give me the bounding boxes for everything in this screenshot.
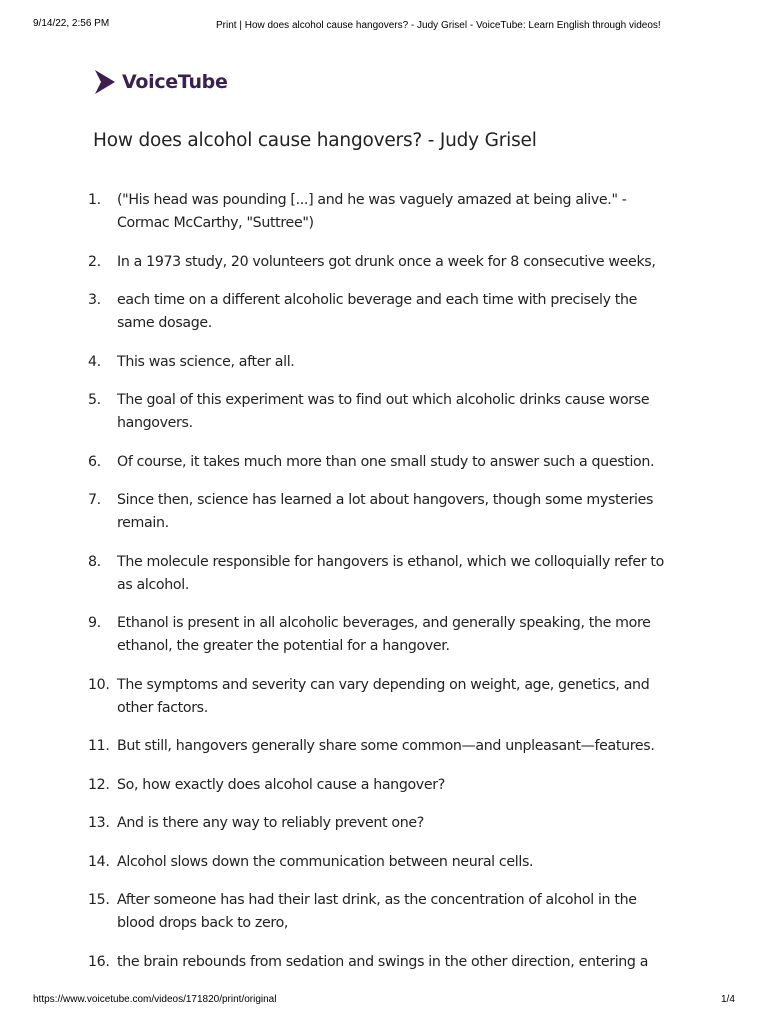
sentence-number: 9. <box>88 615 101 631</box>
sentence-item <box>0 451 677 474</box>
sentence-number: 6. <box>88 453 101 470</box>
print-date: 9/14/22, 2:56 PM <box>33 18 110 29</box>
sentence-list <box>0 189 768 989</box>
sentence-text: In a 1973 study, 20 volunteers got drunk once a week for 8 consecutive weeks, <box>117 253 656 270</box>
sentence-text: The molecule responsible for hangovers is ethanol, which we colloquially refer to as alcohol. <box>117 553 664 593</box>
sentence-item <box>0 389 677 435</box>
sentence-text: But still, hangovers generally share some common—and unpleasant—features. <box>117 738 655 754</box>
print-document-title: Print | How does alcohol cause hangovers? - Judy Grisel - VoiceTube: Learn English through videos! <box>216 20 661 31</box>
sentence-text: And is there any way to reliably prevent one? <box>117 815 424 831</box>
sentence-item <box>0 351 677 374</box>
voicetube-play-logo-icon <box>93 69 117 95</box>
voicetube-logo[interactable] <box>93 68 228 96</box>
sentence-text: So, how exactly does alcohol cause a hangover? <box>117 776 445 793</box>
sentence-item <box>0 551 677 597</box>
sentence-text: each time on a different alcoholic beverage and each time with precisely the same dosage. <box>117 292 638 331</box>
sentence-text: Since then, science has learned a lot about hangovers, though some mysteries remain. <box>117 492 654 531</box>
sentence-item <box>0 951 677 974</box>
sentence-item <box>0 674 677 720</box>
sentence-item <box>0 812 677 835</box>
sentence-text: After someone has had their last drink, as the concentration of alcohol in the blood drops back to zero, <box>117 892 637 931</box>
sentence-number: 1. <box>88 192 101 208</box>
sentence-text: Alcohol slows down the communication between neural cells. <box>117 853 534 870</box>
sentence-number: 8. <box>88 553 101 570</box>
sentence-text: The goal of this experiment was to find out which alcoholic drinks cause worse hangovers. <box>117 392 650 431</box>
page-title: How does alcohol cause hangovers? - Judy Grisel <box>93 130 537 151</box>
sentence-text: Ethanol is present in all alcoholic beverages, and generally speaking, the more ethanol, the greater the potential for a hangover. <box>117 615 651 654</box>
sentence-item <box>0 189 677 235</box>
sentence-item <box>0 889 677 935</box>
sentence-number: 13. <box>88 815 110 831</box>
sentence-text: the brain rebounds from sedation and swings in the other direction, entering a <box>117 953 649 970</box>
sentence-text: This was science, after all. <box>117 353 295 370</box>
logo-text: VoiceTube <box>122 71 228 93</box>
sentence-text: The symptoms and severity can vary depending on weight, age, genetics, and other factors. <box>117 676 650 716</box>
sentence-number: 11. <box>88 738 110 754</box>
sentence-item <box>0 289 677 335</box>
sentence-item <box>0 251 677 274</box>
sentence-number: 7. <box>88 492 101 508</box>
sentence-item <box>0 489 677 535</box>
sentence-number: 5. <box>88 392 101 408</box>
sentence-text: ("His head was pounding [...] and he was vaguely amazed at being alive." - Cormac McCarthy, "Suttree") <box>117 192 627 231</box>
sentence-number: 14. <box>88 853 110 870</box>
print-url: https://www.voicetube.com/videos/171820/print/original <box>33 994 277 1005</box>
sentence-item <box>0 774 677 797</box>
print-header <box>0 14 768 34</box>
sentence-item <box>0 735 677 758</box>
sentence-item <box>0 851 677 874</box>
sentence-number: 16. <box>88 953 110 970</box>
sentence-number: 15. <box>88 892 110 908</box>
page-counter: 1/4 <box>721 994 735 1005</box>
sentence-number: 12. <box>88 776 110 793</box>
print-footer <box>0 990 768 1010</box>
sentence-number: 3. <box>88 292 101 308</box>
sentence-text: Of course, it takes much more than one small study to answer such a question. <box>117 453 655 470</box>
sentence-number: 4. <box>88 353 101 370</box>
sentence-number: 10. <box>88 676 110 693</box>
sentence-number: 2. <box>88 253 101 270</box>
sentence-item <box>0 612 677 658</box>
